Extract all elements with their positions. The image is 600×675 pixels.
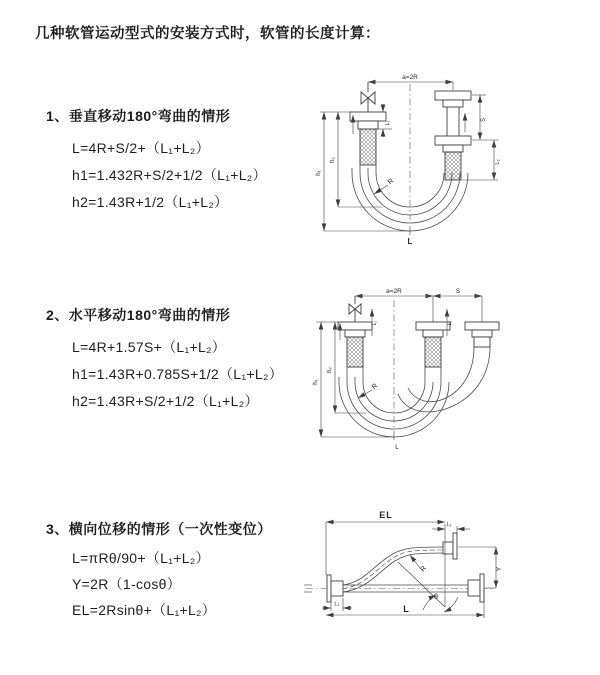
diagram-horizontal-travel-180-bend: [310, 282, 600, 458]
dimension-l1: [372, 309, 378, 336]
length-callout: [408, 226, 413, 246]
valve-icon: [361, 82, 375, 112]
dim-label-l1: L₁: [446, 522, 452, 528]
dim-label-l1: L₁: [372, 320, 378, 326]
dimension-el: [326, 510, 445, 575]
dim-label-length: L: [403, 604, 409, 614]
radius-callout: [374, 178, 395, 194]
dim-label-l2: L₂: [334, 601, 340, 608]
left-flange: [327, 575, 343, 602]
dimension-l2: [447, 309, 453, 336]
dim-label-r: R: [386, 177, 396, 187]
left-flange: [350, 112, 386, 129]
left-flange: [338, 322, 372, 367]
dimension-l2: [322, 598, 352, 611]
dim-label-h2: h₂: [330, 157, 336, 163]
right-braid: [445, 152, 461, 180]
dimension-a2r: [368, 74, 453, 90]
section-3-formula-Y: Y=2R（1-cosθ）: [72, 576, 182, 592]
dim-label-theta: θ: [434, 594, 438, 601]
section-1-formula-h2: h2=1.43R+1/2（L₁+L₂）: [72, 194, 229, 210]
dim-label-r: R: [419, 564, 429, 574]
section-1-heading: 1、垂直移动180°弯曲的情形: [46, 108, 231, 124]
dim-label-h2: h₂: [327, 367, 333, 373]
dimension-s: [472, 95, 499, 140]
middle-flange: [416, 322, 450, 367]
dimension-s: [433, 288, 482, 322]
section-2-heading: 2、水平移动180°弯曲的情形: [46, 307, 231, 323]
section-2-formula-L: L=4R+1.57S+（L₁+L₂）: [72, 339, 227, 355]
dim-label-s: S: [481, 117, 487, 123]
section-2-formula-h1: h1=1.43R+0.785S+1/2（L₁+L₂）: [72, 366, 283, 382]
right-pipe: [435, 91, 471, 180]
dim-label-y: Y: [496, 566, 503, 572]
dimension-l1: [432, 522, 470, 536]
angle-construction: [398, 524, 458, 612]
section-3-formula-EL: EL=2Rsinθ+（L₁+L₂）: [72, 602, 217, 618]
radius-callout: [410, 555, 428, 573]
section-1-formula-h1: h1=1.432R+S/2+1/2（L₁+L₂）: [72, 167, 267, 183]
diagram-lateral-displacement: [298, 502, 600, 654]
dimension-l: [326, 590, 484, 618]
section-1-formula-L: L=4R+S/2+（L₁+L₂）: [72, 140, 210, 156]
dim-label-length: L: [395, 444, 399, 451]
dim-label-l2: L₂: [495, 159, 501, 165]
section-3-heading: 3、横向位移的情形（一次性变位）: [46, 521, 272, 537]
left-braid: [347, 337, 363, 367]
diagram-vertical-travel-180-bend: [312, 68, 598, 260]
dim-label-a2r: a=2R: [402, 74, 418, 81]
dim-label-h1: h₁: [316, 170, 322, 176]
section-3-formula-L: L=πRθ/90+（L₁+L₂）: [72, 550, 210, 566]
dim-label-h1: h₁: [313, 379, 319, 385]
dim-label-l2: L₂: [447, 320, 453, 326]
dim-label-a2r: a=2R: [386, 288, 402, 295]
hose-u-bend-displaced: [398, 347, 490, 412]
dim-label-length: L: [407, 237, 413, 246]
valve-icon: [349, 296, 361, 322]
dim-label-s: S: [455, 288, 461, 295]
right-flange: [465, 322, 499, 347]
radius-callout: [358, 383, 379, 398]
dim-label-l1: L₁: [385, 120, 391, 126]
left-braid: [360, 129, 376, 165]
section-2-formula-h2: h2=1.43R+S/2+1/2（L₁+L₂）: [72, 393, 259, 409]
middle-braid: [425, 337, 441, 367]
dim-label-el: EL: [379, 510, 393, 520]
length-callout: [394, 432, 399, 451]
right-flange-initial: [468, 574, 484, 602]
dim-label-r: R: [370, 382, 380, 392]
page-title: 几种软管运动型式的安装方式时，软管的长度计算：: [35, 26, 380, 42]
